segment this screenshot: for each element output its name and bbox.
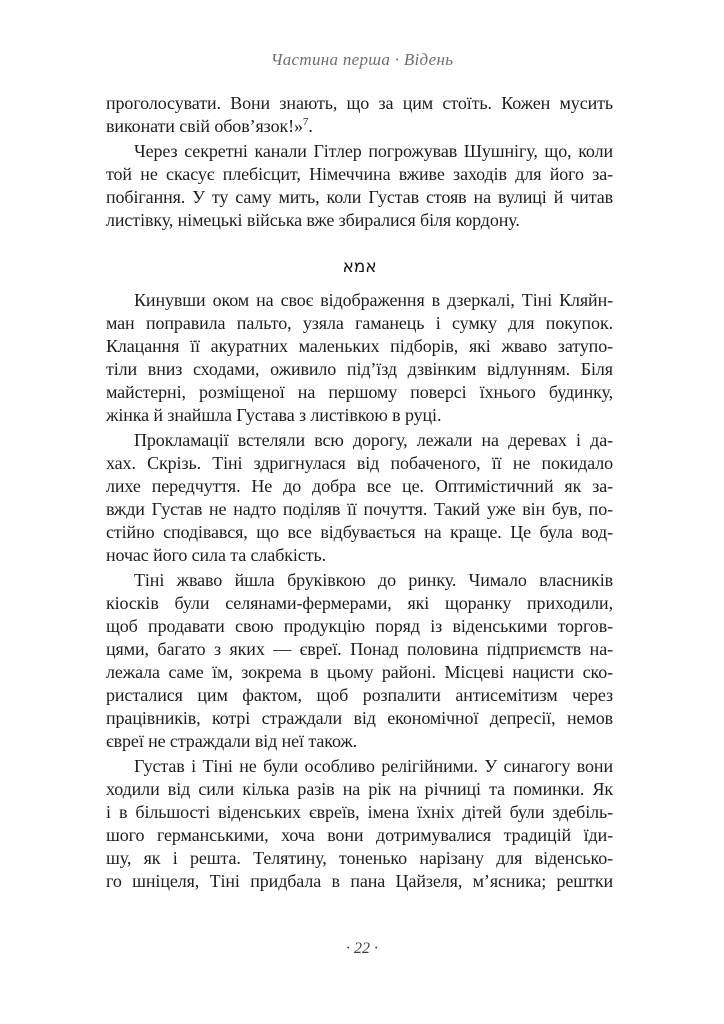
body-line: ходили від сили кілька разів на рік на річниці та поминки. Як [106,779,613,799]
body-line: ночас його сила та слабкість. [106,545,326,565]
paragraph [106,429,613,567]
body-line: цями, багато з яких — євреї. Понад половина підприємств на- [106,639,613,659]
page-number: · 22 · [346,940,378,957]
body-line: листівку, німецькі війська вже збиралися біля кордону. [106,210,520,230]
body-line: стійно сподівався, що все відбувається на краще. Це була вод- [106,522,613,542]
body-line: Клацання її акуратних маленьких підборів, які жваво затупо- [106,336,613,356]
body-line: євреї не страждали від неї також. [106,731,358,751]
paragraph [106,289,613,427]
body-line: проголосувати. Вони знають, що за цим стоїть. Кожен мусить [106,93,613,113]
body-line: шого германськими, хоча вони дотримувалися традицій їди- [106,825,613,845]
body-line: тіли вниз сходами, оживило під’їзд дзвінким відлунням. Біля [106,359,613,379]
body-line: кіосків були селянами-фермерами, які щоранку приходили, [106,593,613,613]
section-divider-hebrew: אמא [342,257,377,277]
body-line: і в більшості віденських євреїв, імена їхніх дітей були здебіль- [106,802,613,822]
body-line: майстерні, розміщеної на першому поверсі їхнього будинку, [106,382,613,402]
body-line: Прокламації встеляли всю дорогу, лежали на деревах і да- [134,430,613,450]
footnote-reference: 7 [302,116,309,128]
running-header: Частина перша · Відень [270,50,454,69]
body-line: лихе передчуття. Не до добра все це. Оптимістичний як за- [106,476,613,496]
body-line: Кинувши оком на своє відображення в дзеркалі, Тіні Кляйн- [134,290,613,310]
body-line: го шніцеля, Тіні придбала в пана Цайзеля, м’ясника; рештки [106,871,613,891]
body-text [106,92,613,893]
body-line: шу, як і решта. Телятину, тоненько нарізану для віденсько- [106,848,613,868]
body-line: щоб продавати свою продукцію поряд із віденськими торгов- [106,616,613,636]
body-line: лежала саме їм, зокрема в цьому районі. Місцеві нацисти ско- [106,662,613,682]
paragraph [106,755,613,893]
body-line [106,115,613,138]
body-line: працівників, котрі страждали від економічної депресії, немов [106,708,613,728]
body-line: Через секретні канали Гітлер погрожував Шушнігу, що, коли [134,141,613,161]
body-line: той не скасує плебісцит, Німеччина вживе заходів для його за- [106,164,613,184]
paragraph [106,569,613,753]
body-line: ристалися цим фактом, щоб розпалити антисемітизм через [106,685,613,705]
body-line: Густав і Тіні не були особливо релігійними. У синагогу вони [134,756,613,776]
body-line: жінка й знайшла Густава з листівкою в руці. [106,405,442,425]
body-line: хах. Скрізь. Тіні здригнулася від побаченого, її не покидало [106,453,613,473]
paragraph [106,92,613,138]
body-line: побігання. У ту саму мить, коли Густав стояв на вулиці й читав [106,187,613,207]
body-line: ман поправила пальто, узяла гаманець і сумку для покупок. [106,313,613,333]
paragraph [106,140,613,232]
body-line: Тіні жваво йшла бруківкою до ринку. Чимало власників [134,570,613,590]
body-line-text: . [308,116,313,136]
body-line: вжди Густав не надто поділяв її почуття. Такий уже він був, по- [106,499,613,519]
body-line-text: виконати свій обов’язок!» [106,116,303,136]
